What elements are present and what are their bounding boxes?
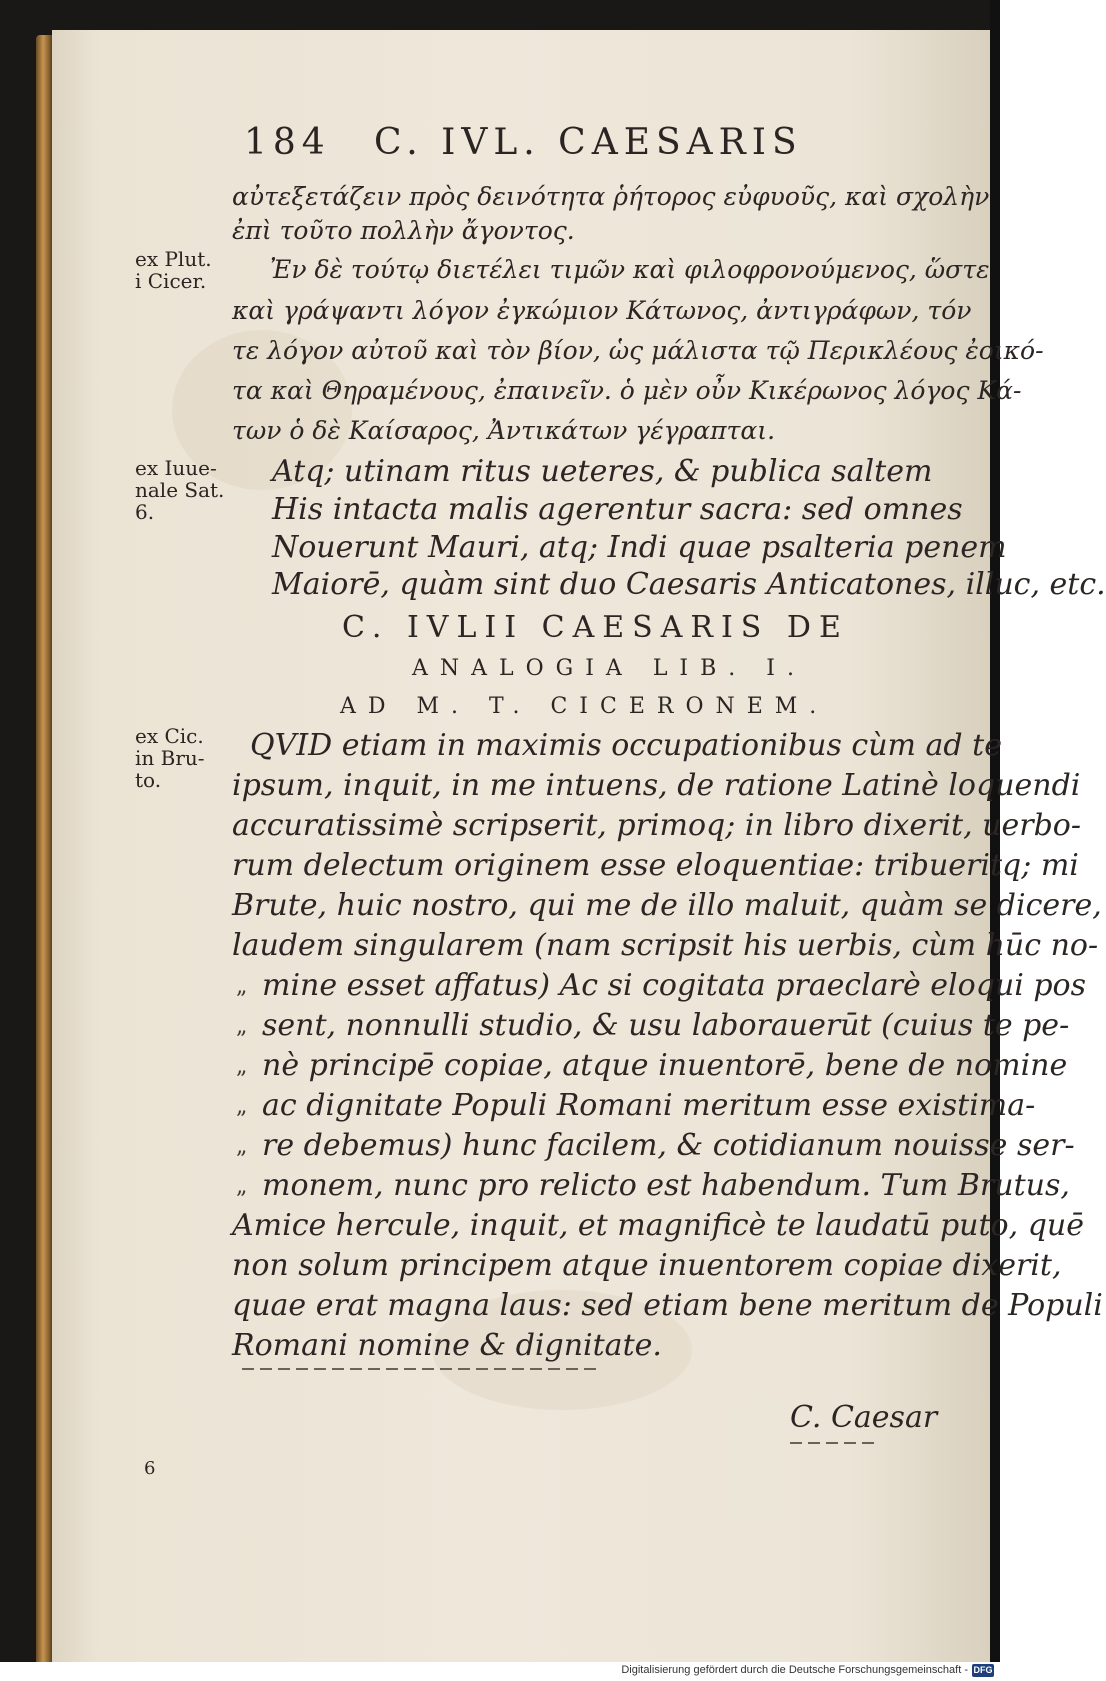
greek-line: τε λόγον αὐτοῦ καὶ τὸν βίον, ὡς μάλιστα τῷ Περικλέους ἐοικό- [232, 336, 1044, 365]
margin-note-iuuenale: ex Iuue- nale Sat. 6. [135, 456, 225, 524]
funding-credit: Digitalisierung gefördert durch die Deutsche Forschungsgemeinschaft - [621, 1664, 968, 1676]
quote-mark: „ [236, 1134, 248, 1159]
verse-line: Nouerunt Mauri, atq; Indi quae psalteria penem [272, 530, 1007, 565]
body-line: re debemus) hunc facilem, & cotidianum nouisse ser- [262, 1128, 1075, 1163]
page-content [52, 30, 1106, 1662]
margin-note-cicero: ex Cic. in Bru- to. [135, 724, 205, 792]
quote-mark: „ [236, 1174, 248, 1199]
body-line: Romani nomine & dignitate. [232, 1328, 662, 1363]
quote-mark: „ [236, 1054, 248, 1079]
digitization-footer [0, 1662, 1000, 1681]
pencil-underline [242, 1368, 602, 1370]
body-line: accuratissimè scripserit, primoq; in libro dixerit, uerbo- [232, 808, 1081, 843]
body-line: sent, nonnulli studio, & usu laborauerūt (cuius te pe- [262, 1008, 1070, 1043]
greek-line: τα καὶ Θηραμένους, ἐπαινεῖν. ὁ μὲν οὖν Κικέρωνος λόγος Κά- [232, 376, 1022, 405]
pencil-underline [790, 1442, 880, 1444]
section-title-line3: AD M. T. CICERONEM. [340, 694, 829, 719]
catchword: C. Caesar [790, 1400, 938, 1435]
dfg-logo: DFG [973, 1665, 993, 1675]
greek-line: ἐπὶ τοῦτο πολλὴν ἄγοντος. [232, 216, 575, 245]
body-line: Brute, huic nostro, qui me de illo maluit, quàm se dicere, [232, 888, 1102, 923]
body-line: mine esset affatus) Ac si cogitata praeclarè eloqui pos [262, 968, 1087, 1003]
body-line: monem, nunc pro relicto est habendum. Tum Brutus, [262, 1168, 1070, 1203]
signature-mark: 6 [144, 1458, 156, 1479]
body-line: nè principē copiae, atque inuentorē, bene de nomine [262, 1048, 1068, 1083]
body-line: Amice hercule, inquit, et magnificè te laudatū puto, quē [232, 1208, 1084, 1243]
quote-mark: „ [236, 1094, 248, 1119]
greek-line: των ὁ δὲ Καίσαρος, Ἀντικάτων γέγραπται. [232, 416, 776, 445]
running-header [244, 122, 1004, 182]
body-line: non solum principem atque inuentorem copiae dixerit, [232, 1248, 1062, 1283]
body-line: quae erat magna laus: sed etiam bene meritum de Populi [232, 1288, 1103, 1323]
greek-line: καὶ γράψαντι λόγον ἐγκώμιον Κάτωνος, ἀντιγράφων, τόν [232, 296, 972, 325]
verse-line: His intacta malis agerentur sacra: sed omnes [272, 492, 963, 527]
margin-note-plutarch: ex Plut. i Cicer. [135, 247, 212, 293]
page-number: 184 [244, 122, 331, 163]
section-title-line2: ANALOGIA LIB. I. [412, 656, 806, 681]
book-page [52, 30, 1106, 1662]
quote-mark: „ [236, 1014, 248, 1039]
running-title: C. IVL. CAESARIS [374, 122, 803, 163]
section-title-line1: C. IVLII CAESARIS DE [342, 610, 849, 645]
verse-line: Maiorē, quàm sint duo Caesaris Anticatones, illuc, etc. [272, 567, 1106, 602]
greek-line: αὐτεξετάζειν πρὸς δεινότητα ῥήτορος εὐφυοῦς, καὶ σχολὴν [232, 182, 990, 211]
body-line: rum delectum originem esse eloquentiae: tribueritq; mi [232, 848, 1079, 883]
quote-mark: „ [236, 974, 248, 999]
verse-line: Atq; utinam ritus ueteres, & publica saltem [272, 454, 933, 489]
body-line: laudem singularem (nam scripsit his uerbis, cùm hūc no- [232, 928, 1099, 963]
body-line: ipsum, inquit, in me intuens, de ratione Latinè loquendi [232, 768, 1081, 803]
body-line: ac dignitate Populi Romani meritum esse existima- [262, 1088, 1036, 1123]
body-line: QVID etiam in maximis occupationibus cùm ad te [250, 728, 1002, 763]
greek-line: Ἐν δὲ τούτῳ διετέλει τιμῶν καὶ φιλοφρονούμενος, ὥστε [270, 255, 990, 284]
